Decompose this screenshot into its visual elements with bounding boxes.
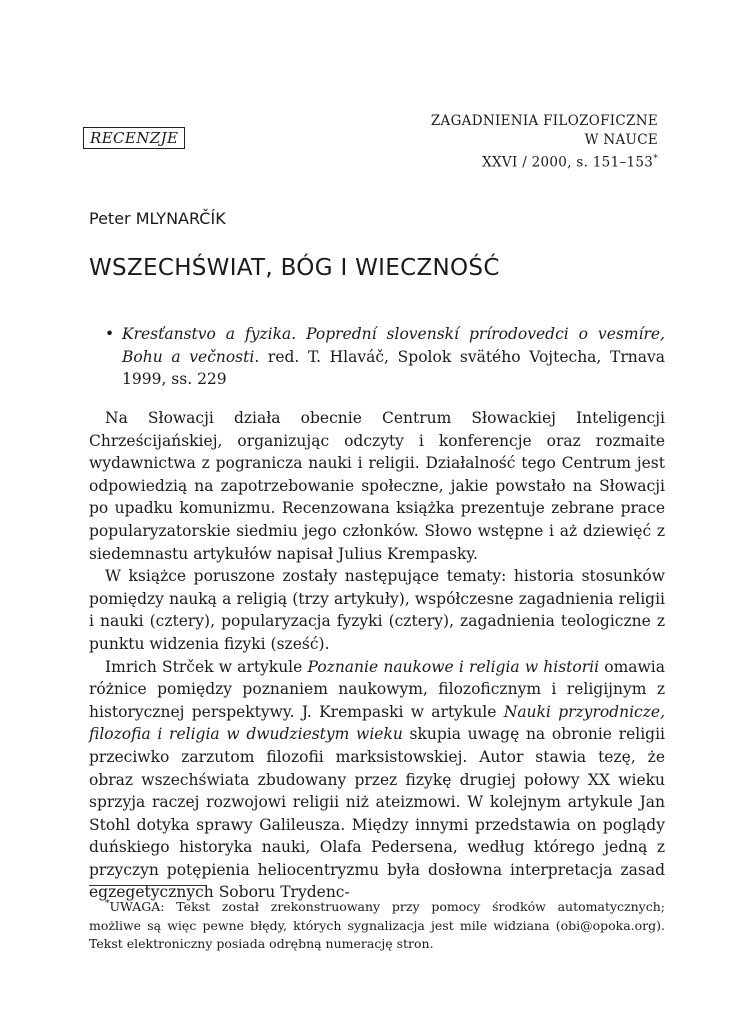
author-name: Peter MLYNARČÍK [89,209,226,228]
paragraph-1: Na Słowacji działa obecnie Centrum Słowackiej Inteligencji Chrześcijańskiej, organizując odczyty i konferencje oraz rozmaite wydawnictwa z pogranicza nauki i religii. Działalność tego Centrum jest odpowiedzią na zapotrzebowanie społeczne, jakie powstało na Słowacji po upadku komunizmu. Recenzowana książka prezentuje zebrane prace popularyzatorskie siedmiu jego członków. Słowo wstępne i aż dziewięć z siedemnastu artykułów napisał Julius Krempasky. [89,409,665,563]
paragraph-3-text-c: skupia uwagę na obronie religii przeciwko zarzutom filozofii marksistowskiej. Autor stawia tezę, że obraz wszechświata zbudowany przez fizykę drugiej połowy XX wieku sprzyja raczej rozwojowi religii niż ateizmowi. W kolejnym artykule Jan Stohl dotyka sprawy Galileusza. Między innymi przedstawia on poglądy duńskiego historyka nauki, Olafa Pedersena, według którego jedną z przyczyn potępienia heliocentryzmu była dosłowna interpretacja zasad egzegetycznych Soboru Trydenc- [89,725,665,902]
bullet-icon: • [105,325,115,343]
book-title: Kresťanstvo a fyzika. Poprední slovenskí prírodovedci o vesmíre, Bohu a večnosti [122,325,665,366]
footnote-paragraph [89,895,665,954]
journal-subtitle: W NAUCE [584,132,658,148]
footnote-reference: * [653,154,658,164]
footnote-divider [89,885,207,886]
section-label: RECENZJE [83,127,185,149]
cited-article-1: Poznanie naukowe i religia w historii [307,657,600,676]
footnote-mark: * [105,899,110,909]
paragraph-3-text-a: Imrich Strček w artykule [105,657,308,676]
bibliography-text [122,323,665,391]
journal-name: ZAGADNIENIA FILOZOFICZNE [430,113,658,129]
paragraph-3-text-b: omawia różnice pomiędzy poznaniem naukowym, filozoficznym i religijnym z historycznej perspektywy. J. Krempaski w artykule [89,657,665,721]
footnote-text: UWAGA: Tekst został zrekonstruowany przy pomocy środków automatycznych; możliwe są więc pewne błędy, których sygnalizacja jest mile widziana (obi@opoka.org). Tekst elektroniczny posiada odrębną numerację stron. [89,899,665,952]
paragraph-2: W książce poruszone zostały następujące tematy: historia stosunków pomiędzy nauką a religią (trzy artykuły), współczesne zagadnienia religii i nauki (cztery), popularyzacja fyzyki (cztery), zagadnienia teologiczne z punktu widzenia fizyki (sześć). [89,567,665,653]
article-title: WSZECHŚWIAT, BÓG I WIECZNOŚĆ [89,255,500,281]
issue-info [431,150,658,173]
bibliography-entry [105,323,665,391]
cited-article-2: Nauki przyrodnicze, filozofia i religia w dwudziestym wieku [89,702,665,744]
paragraph-3 [89,656,665,905]
journal-header [431,112,658,173]
article-body [89,407,665,904]
issue-text: XXVI / 2000, s. 151–153 [482,154,654,171]
footnote [89,895,665,954]
book-details: . red. T. Hlaváč, Spolok svätého Vojtecha, Trnava 1999, ss. 229 [122,347,665,388]
